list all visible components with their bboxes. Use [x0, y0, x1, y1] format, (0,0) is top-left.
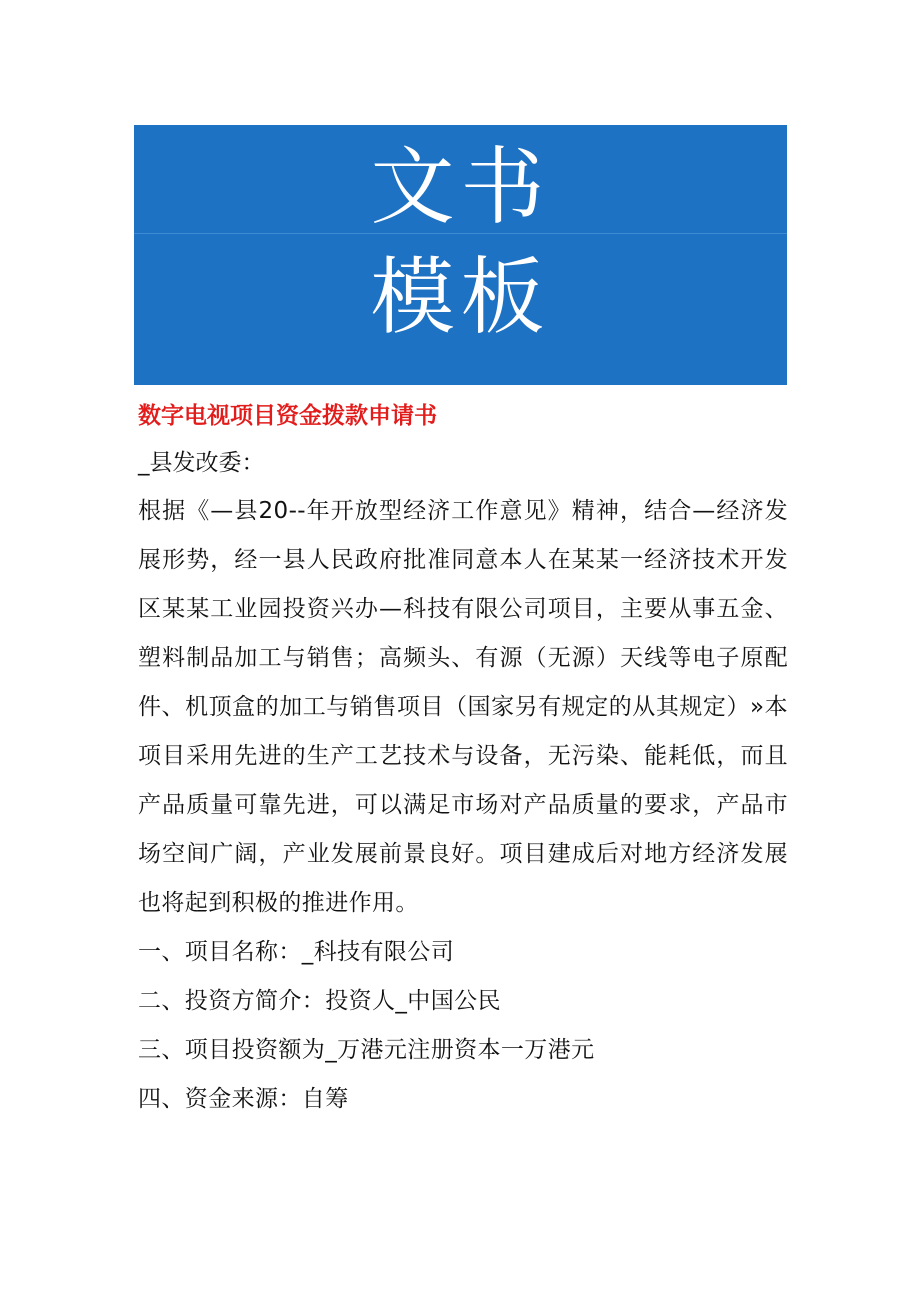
body-paragraph: 根据《—县20--年开放型经济工作意见》精神，结合—经济发展形势，经一县人民政府批准同意本人在某某一经济技术开发区某某工业园投资兴办—科技有限公司项目，主要从事五金、塑料制品加工与销售；高频头、有源（无源）天线等电子原配件、机顶盒的加工与销售项目（国家另有规定的从其规定）»本项目采用先进的生产工艺技术与设备，无污染、能耗低，而且产品质量可靠先进，可以满足市场对产品质量的要求，产品市场空间广阔，产业发展前景良好。项目建成后对地方经济发展也将起到积极的推进作用。 — [138, 498, 788, 916]
document-content — [138, 393, 788, 1124]
banner-line-2: 模板 — [370, 248, 551, 346]
document-title: 数字电视项目资金拨款申请书 — [138, 403, 437, 429]
addressee: _县发改委： — [138, 450, 265, 476]
list-item-project-name: 一、项目名称：_科技有限公司 — [138, 939, 455, 965]
template-banner — [134, 125, 787, 385]
list-item-investment-amount: 三、项目投资额为_万港元注册资本一万港元 — [138, 1037, 595, 1063]
list-item-fund-source: 四、资金来源：自筹 — [138, 1086, 349, 1112]
banner-line-1: 文书 — [370, 138, 551, 236]
list-item-investor-intro: 二、投资方简介：投资人_中国公民 — [138, 988, 501, 1014]
